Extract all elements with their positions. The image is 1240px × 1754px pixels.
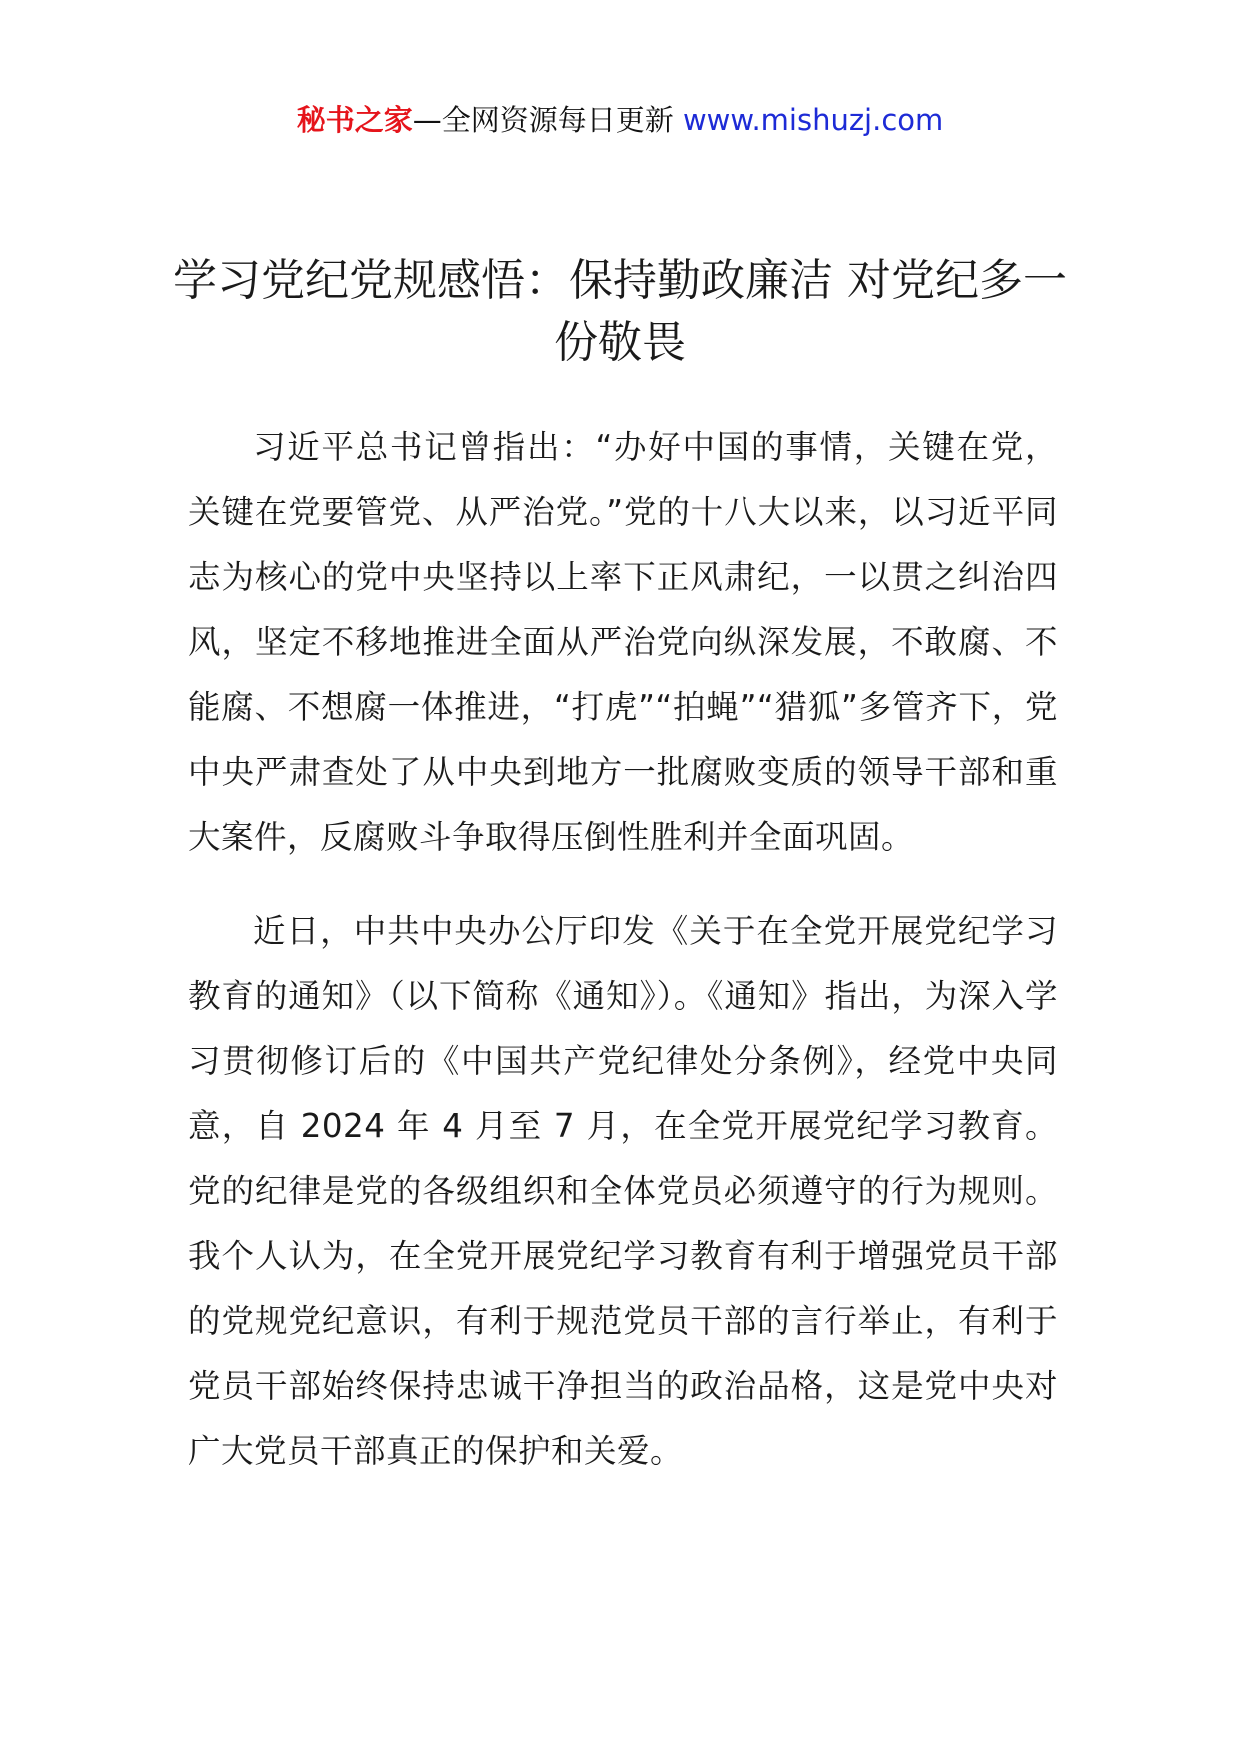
site-header — [0, 100, 1240, 140]
site-url-link[interactable]: www.mishuzj.com — [682, 103, 944, 137]
paragraph-2: 近日，中共中央办公厅印发《关于在全党开展党纪学习教育的通知》（以下简称《通知》）。《通知》指出，为深入学习贯彻修订后的《中国共产党纪律处分条例》，经党中央同意，自 2024 年 4 月至 7 月，在全党开展党纪学习教育。党的纪律是党的各级组织和全体党员必须遵守的行为规则。我个人认为，在全党开展党纪学习教育有利于增强党员干部的党规党纪意识，有利于规范党员干部的言行举止，有利于党员干部始终保持忠诚干净担当的政治品格，这是党中央对广大党员干部真正的保护和关爱。 — [188, 912, 1058, 1470]
paragraph-1: 习近平总书记曾指出：“办好中国的事情，关键在党，关键在党要管党、从严治党。”党的十八大以来，以习近平同志为核心的党中央坚持以上率下正风肃纪，一以贯之纠治四风，坚定不移地推进全面从严治党向纵深发展，不敢腐、不能腐、不想腐一体推进，“打虎”“拍蝇”“猎狐”多管齐下，党中央严肃查处了从中央到地方一批腐败变质的领导干部和重大案件，反腐败斗争取得压倒性胜利并全面巩固。 — [188, 428, 1058, 856]
site-slogan: —全网资源每日更新 — [412, 103, 674, 137]
article-body — [188, 415, 1058, 1513]
site-brand: 秘书之家 — [296, 103, 413, 137]
article-title: 学习党纪党规感悟：保持勤政廉洁 对党纪多一份敬畏 — [173, 255, 1067, 368]
